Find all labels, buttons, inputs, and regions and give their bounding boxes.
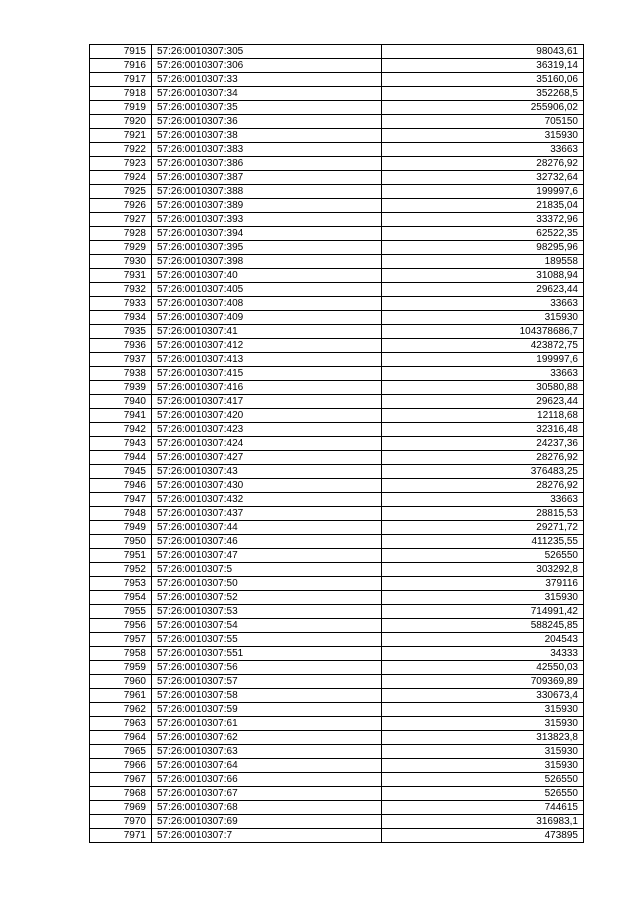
value-cell: 315930 bbox=[382, 703, 584, 717]
value-cell: 28276,92 bbox=[382, 479, 584, 493]
table-row bbox=[90, 367, 584, 381]
table-row bbox=[90, 381, 584, 395]
table-row bbox=[90, 773, 584, 787]
value-cell: 352268,5 bbox=[382, 87, 584, 101]
cadastral-number-cell: 57:26:0010307:413 bbox=[152, 353, 382, 367]
row-number-cell: 7926 bbox=[90, 199, 152, 213]
value-cell: 104378686,7 bbox=[382, 325, 584, 339]
cadastral-number-cell: 57:26:0010307:423 bbox=[152, 423, 382, 437]
value-cell: 411235,55 bbox=[382, 535, 584, 549]
table-row bbox=[90, 465, 584, 479]
row-number-cell: 7968 bbox=[90, 787, 152, 801]
row-number-cell: 7930 bbox=[90, 255, 152, 269]
row-number-cell: 7961 bbox=[90, 689, 152, 703]
table-row bbox=[90, 703, 584, 717]
row-number-cell: 7956 bbox=[90, 619, 152, 633]
value-cell: 33372,96 bbox=[382, 213, 584, 227]
cadastral-number-cell: 57:26:0010307:52 bbox=[152, 591, 382, 605]
value-cell: 28815,53 bbox=[382, 507, 584, 521]
row-number-cell: 7960 bbox=[90, 675, 152, 689]
row-number-cell: 7951 bbox=[90, 549, 152, 563]
row-number-cell: 7929 bbox=[90, 241, 152, 255]
value-cell: 315930 bbox=[382, 759, 584, 773]
cadastral-number-cell: 57:26:0010307:36 bbox=[152, 115, 382, 129]
row-number-cell: 7946 bbox=[90, 479, 152, 493]
cadastral-number-cell: 57:26:0010307:46 bbox=[152, 535, 382, 549]
value-cell: 36319,14 bbox=[382, 59, 584, 73]
row-number-cell: 7927 bbox=[90, 213, 152, 227]
table-row bbox=[90, 73, 584, 87]
value-cell: 526550 bbox=[382, 773, 584, 787]
row-number-cell: 7954 bbox=[90, 591, 152, 605]
value-cell: 315930 bbox=[382, 717, 584, 731]
cadastral-number-cell: 57:26:0010307:68 bbox=[152, 801, 382, 815]
row-number-cell: 7935 bbox=[90, 325, 152, 339]
row-number-cell: 7937 bbox=[90, 353, 152, 367]
row-number-cell: 7928 bbox=[90, 227, 152, 241]
row-number-cell: 7939 bbox=[90, 381, 152, 395]
table-body bbox=[90, 45, 584, 843]
cadastral-number-cell: 57:26:0010307:43 bbox=[152, 465, 382, 479]
cadastral-number-cell: 57:26:0010307:398 bbox=[152, 255, 382, 269]
row-number-cell: 7932 bbox=[90, 283, 152, 297]
cadastral-number-cell: 57:26:0010307:47 bbox=[152, 549, 382, 563]
value-cell: 423872,75 bbox=[382, 339, 584, 353]
row-number-cell: 7917 bbox=[90, 73, 152, 87]
row-number-cell: 7936 bbox=[90, 339, 152, 353]
value-cell: 714991,42 bbox=[382, 605, 584, 619]
value-cell: 33663 bbox=[382, 493, 584, 507]
value-cell: 303292,8 bbox=[382, 563, 584, 577]
row-number-cell: 7962 bbox=[90, 703, 152, 717]
value-cell: 35160,06 bbox=[382, 73, 584, 87]
cadastral-value-table bbox=[89, 44, 584, 843]
cadastral-number-cell: 57:26:0010307:427 bbox=[152, 451, 382, 465]
cadastral-number-cell: 57:26:0010307:54 bbox=[152, 619, 382, 633]
row-number-cell: 7958 bbox=[90, 647, 152, 661]
table-row bbox=[90, 199, 584, 213]
cadastral-number-cell: 57:26:0010307:41 bbox=[152, 325, 382, 339]
cadastral-number-cell: 57:26:0010307:5 bbox=[152, 563, 382, 577]
cadastral-number-cell: 57:26:0010307:388 bbox=[152, 185, 382, 199]
value-cell: 316983,1 bbox=[382, 815, 584, 829]
cadastral-number-cell: 57:26:0010307:395 bbox=[152, 241, 382, 255]
table-row bbox=[90, 801, 584, 815]
row-number-cell: 7924 bbox=[90, 171, 152, 185]
value-cell: 33663 bbox=[382, 367, 584, 381]
table-row bbox=[90, 731, 584, 745]
row-number-cell: 7931 bbox=[90, 269, 152, 283]
cadastral-number-cell: 57:26:0010307:424 bbox=[152, 437, 382, 451]
cadastral-number-cell: 57:26:0010307:38 bbox=[152, 129, 382, 143]
cadastral-number-cell: 57:26:0010307:63 bbox=[152, 745, 382, 759]
value-cell: 98295,96 bbox=[382, 241, 584, 255]
cadastral-number-cell: 57:26:0010307:408 bbox=[152, 297, 382, 311]
row-number-cell: 7948 bbox=[90, 507, 152, 521]
table-row bbox=[90, 675, 584, 689]
table-row bbox=[90, 507, 584, 521]
value-cell: 42550,03 bbox=[382, 661, 584, 675]
row-number-cell: 7964 bbox=[90, 731, 152, 745]
row-number-cell: 7915 bbox=[90, 45, 152, 59]
table-row bbox=[90, 479, 584, 493]
row-number-cell: 7957 bbox=[90, 633, 152, 647]
value-cell: 744615 bbox=[382, 801, 584, 815]
table-row bbox=[90, 115, 584, 129]
value-cell: 33663 bbox=[382, 297, 584, 311]
value-cell: 330673,4 bbox=[382, 689, 584, 703]
table-row bbox=[90, 269, 584, 283]
value-cell: 34333 bbox=[382, 647, 584, 661]
cadastral-number-cell: 57:26:0010307:57 bbox=[152, 675, 382, 689]
value-cell: 315930 bbox=[382, 591, 584, 605]
table-row bbox=[90, 577, 584, 591]
row-number-cell: 7934 bbox=[90, 311, 152, 325]
value-cell: 376483,25 bbox=[382, 465, 584, 479]
table-row bbox=[90, 605, 584, 619]
value-cell: 24237,36 bbox=[382, 437, 584, 451]
row-number-cell: 7947 bbox=[90, 493, 152, 507]
table-row bbox=[90, 171, 584, 185]
value-cell: 255906,02 bbox=[382, 101, 584, 115]
value-cell: 33663 bbox=[382, 143, 584, 157]
value-cell: 12118,68 bbox=[382, 409, 584, 423]
table-row bbox=[90, 157, 584, 171]
table-row bbox=[90, 297, 584, 311]
value-cell: 526550 bbox=[382, 549, 584, 563]
value-cell: 315930 bbox=[382, 745, 584, 759]
row-number-cell: 7971 bbox=[90, 829, 152, 843]
value-cell: 588245,85 bbox=[382, 619, 584, 633]
cadastral-number-cell: 57:26:0010307:67 bbox=[152, 787, 382, 801]
cadastral-number-cell: 57:26:0010307:34 bbox=[152, 87, 382, 101]
table-row bbox=[90, 311, 584, 325]
cadastral-number-cell: 57:26:0010307:416 bbox=[152, 381, 382, 395]
row-number-cell: 7955 bbox=[90, 605, 152, 619]
table-row bbox=[90, 563, 584, 577]
table-row bbox=[90, 143, 584, 157]
cadastral-number-cell: 57:26:0010307:306 bbox=[152, 59, 382, 73]
value-cell: 28276,92 bbox=[382, 451, 584, 465]
table-row bbox=[90, 787, 584, 801]
cadastral-number-cell: 57:26:0010307:61 bbox=[152, 717, 382, 731]
value-cell: 21835,04 bbox=[382, 199, 584, 213]
table-row bbox=[90, 829, 584, 843]
row-number-cell: 7941 bbox=[90, 409, 152, 423]
table-row bbox=[90, 619, 584, 633]
table-row bbox=[90, 689, 584, 703]
cadastral-number-cell: 57:26:0010307:56 bbox=[152, 661, 382, 675]
cadastral-number-cell: 57:26:0010307:44 bbox=[152, 521, 382, 535]
value-cell: 62522,35 bbox=[382, 227, 584, 241]
value-cell: 199997,6 bbox=[382, 353, 584, 367]
table-row bbox=[90, 549, 584, 563]
value-cell: 473895 bbox=[382, 829, 584, 843]
table-row bbox=[90, 339, 584, 353]
cadastral-number-cell: 57:26:0010307:66 bbox=[152, 773, 382, 787]
row-number-cell: 7919 bbox=[90, 101, 152, 115]
cadastral-number-cell: 57:26:0010307:415 bbox=[152, 367, 382, 381]
table-row bbox=[90, 717, 584, 731]
row-number-cell: 7970 bbox=[90, 815, 152, 829]
row-number-cell: 7969 bbox=[90, 801, 152, 815]
table-row bbox=[90, 59, 584, 73]
value-cell: 29623,44 bbox=[382, 395, 584, 409]
value-cell: 705150 bbox=[382, 115, 584, 129]
table-row bbox=[90, 745, 584, 759]
value-cell: 204543 bbox=[382, 633, 584, 647]
row-number-cell: 7953 bbox=[90, 577, 152, 591]
table-row bbox=[90, 395, 584, 409]
row-number-cell: 7925 bbox=[90, 185, 152, 199]
table-row bbox=[90, 213, 584, 227]
row-number-cell: 7944 bbox=[90, 451, 152, 465]
cadastral-number-cell: 57:26:0010307:393 bbox=[152, 213, 382, 227]
cadastral-number-cell: 57:26:0010307:409 bbox=[152, 311, 382, 325]
table-row bbox=[90, 325, 584, 339]
table-row bbox=[90, 241, 584, 255]
cadastral-number-cell: 57:26:0010307:53 bbox=[152, 605, 382, 619]
cadastral-number-cell: 57:26:0010307:432 bbox=[152, 493, 382, 507]
value-cell: 31088,94 bbox=[382, 269, 584, 283]
value-cell: 709369,89 bbox=[382, 675, 584, 689]
cadastral-number-cell: 57:26:0010307:64 bbox=[152, 759, 382, 773]
table-row bbox=[90, 45, 584, 59]
cadastral-number-cell: 57:26:0010307:389 bbox=[152, 199, 382, 213]
row-number-cell: 7923 bbox=[90, 157, 152, 171]
value-cell: 313823,8 bbox=[382, 731, 584, 745]
cadastral-number-cell: 57:26:0010307:437 bbox=[152, 507, 382, 521]
value-cell: 29271,72 bbox=[382, 521, 584, 535]
table-row bbox=[90, 815, 584, 829]
table-row bbox=[90, 759, 584, 773]
table-row bbox=[90, 493, 584, 507]
row-number-cell: 7963 bbox=[90, 717, 152, 731]
cadastral-number-cell: 57:26:0010307:35 bbox=[152, 101, 382, 115]
cadastral-number-cell: 57:26:0010307:405 bbox=[152, 283, 382, 297]
table-row bbox=[90, 283, 584, 297]
row-number-cell: 7938 bbox=[90, 367, 152, 381]
table-row bbox=[90, 647, 584, 661]
table-row bbox=[90, 255, 584, 269]
cadastral-number-cell: 57:26:0010307:305 bbox=[152, 45, 382, 59]
table-row bbox=[90, 353, 584, 367]
value-cell: 98043,61 bbox=[382, 45, 584, 59]
cadastral-number-cell: 57:26:0010307:58 bbox=[152, 689, 382, 703]
table-row bbox=[90, 185, 584, 199]
table-row bbox=[90, 633, 584, 647]
table-row bbox=[90, 409, 584, 423]
table-row bbox=[90, 535, 584, 549]
table-row bbox=[90, 521, 584, 535]
cadastral-number-cell: 57:26:0010307:55 bbox=[152, 633, 382, 647]
value-cell: 526550 bbox=[382, 787, 584, 801]
value-cell: 315930 bbox=[382, 129, 584, 143]
cadastral-number-cell: 57:26:0010307:40 bbox=[152, 269, 382, 283]
cadastral-number-cell: 57:26:0010307:33 bbox=[152, 73, 382, 87]
cadastral-number-cell: 57:26:0010307:62 bbox=[152, 731, 382, 745]
value-cell: 28276,92 bbox=[382, 157, 584, 171]
row-number-cell: 7966 bbox=[90, 759, 152, 773]
value-cell: 30580,88 bbox=[382, 381, 584, 395]
value-cell: 189558 bbox=[382, 255, 584, 269]
cadastral-number-cell: 57:26:0010307:430 bbox=[152, 479, 382, 493]
row-number-cell: 7922 bbox=[90, 143, 152, 157]
value-cell: 379116 bbox=[382, 577, 584, 591]
cadastral-number-cell: 57:26:0010307:394 bbox=[152, 227, 382, 241]
table-row bbox=[90, 661, 584, 675]
cadastral-number-cell: 57:26:0010307:59 bbox=[152, 703, 382, 717]
row-number-cell: 7920 bbox=[90, 115, 152, 129]
value-cell: 315930 bbox=[382, 311, 584, 325]
row-number-cell: 7943 bbox=[90, 437, 152, 451]
row-number-cell: 7967 bbox=[90, 773, 152, 787]
row-number-cell: 7949 bbox=[90, 521, 152, 535]
row-number-cell: 7945 bbox=[90, 465, 152, 479]
cadastral-number-cell: 57:26:0010307:7 bbox=[152, 829, 382, 843]
table-row bbox=[90, 437, 584, 451]
row-number-cell: 7918 bbox=[90, 87, 152, 101]
value-cell: 199997,6 bbox=[382, 185, 584, 199]
cadastral-number-cell: 57:26:0010307:386 bbox=[152, 157, 382, 171]
cadastral-number-cell: 57:26:0010307:387 bbox=[152, 171, 382, 185]
row-number-cell: 7933 bbox=[90, 297, 152, 311]
cadastral-number-cell: 57:26:0010307:69 bbox=[152, 815, 382, 829]
row-number-cell: 7942 bbox=[90, 423, 152, 437]
table-row bbox=[90, 101, 584, 115]
value-cell: 32316,48 bbox=[382, 423, 584, 437]
cadastral-number-cell: 57:26:0010307:417 bbox=[152, 395, 382, 409]
value-cell: 32732,64 bbox=[382, 171, 584, 185]
row-number-cell: 7940 bbox=[90, 395, 152, 409]
cadastral-number-cell: 57:26:0010307:383 bbox=[152, 143, 382, 157]
row-number-cell: 7916 bbox=[90, 59, 152, 73]
value-cell: 29623,44 bbox=[382, 283, 584, 297]
cadastral-number-cell: 57:26:0010307:50 bbox=[152, 577, 382, 591]
row-number-cell: 7959 bbox=[90, 661, 152, 675]
table-row bbox=[90, 591, 584, 605]
row-number-cell: 7965 bbox=[90, 745, 152, 759]
cadastral-number-cell: 57:26:0010307:420 bbox=[152, 409, 382, 423]
table-row bbox=[90, 227, 584, 241]
cadastral-number-cell: 57:26:0010307:412 bbox=[152, 339, 382, 353]
table-row bbox=[90, 87, 584, 101]
row-number-cell: 7921 bbox=[90, 129, 152, 143]
cadastral-number-cell: 57:26:0010307:551 bbox=[152, 647, 382, 661]
table-row bbox=[90, 451, 584, 465]
row-number-cell: 7950 bbox=[90, 535, 152, 549]
table-row bbox=[90, 423, 584, 437]
row-number-cell: 7952 bbox=[90, 563, 152, 577]
table-row bbox=[90, 129, 584, 143]
